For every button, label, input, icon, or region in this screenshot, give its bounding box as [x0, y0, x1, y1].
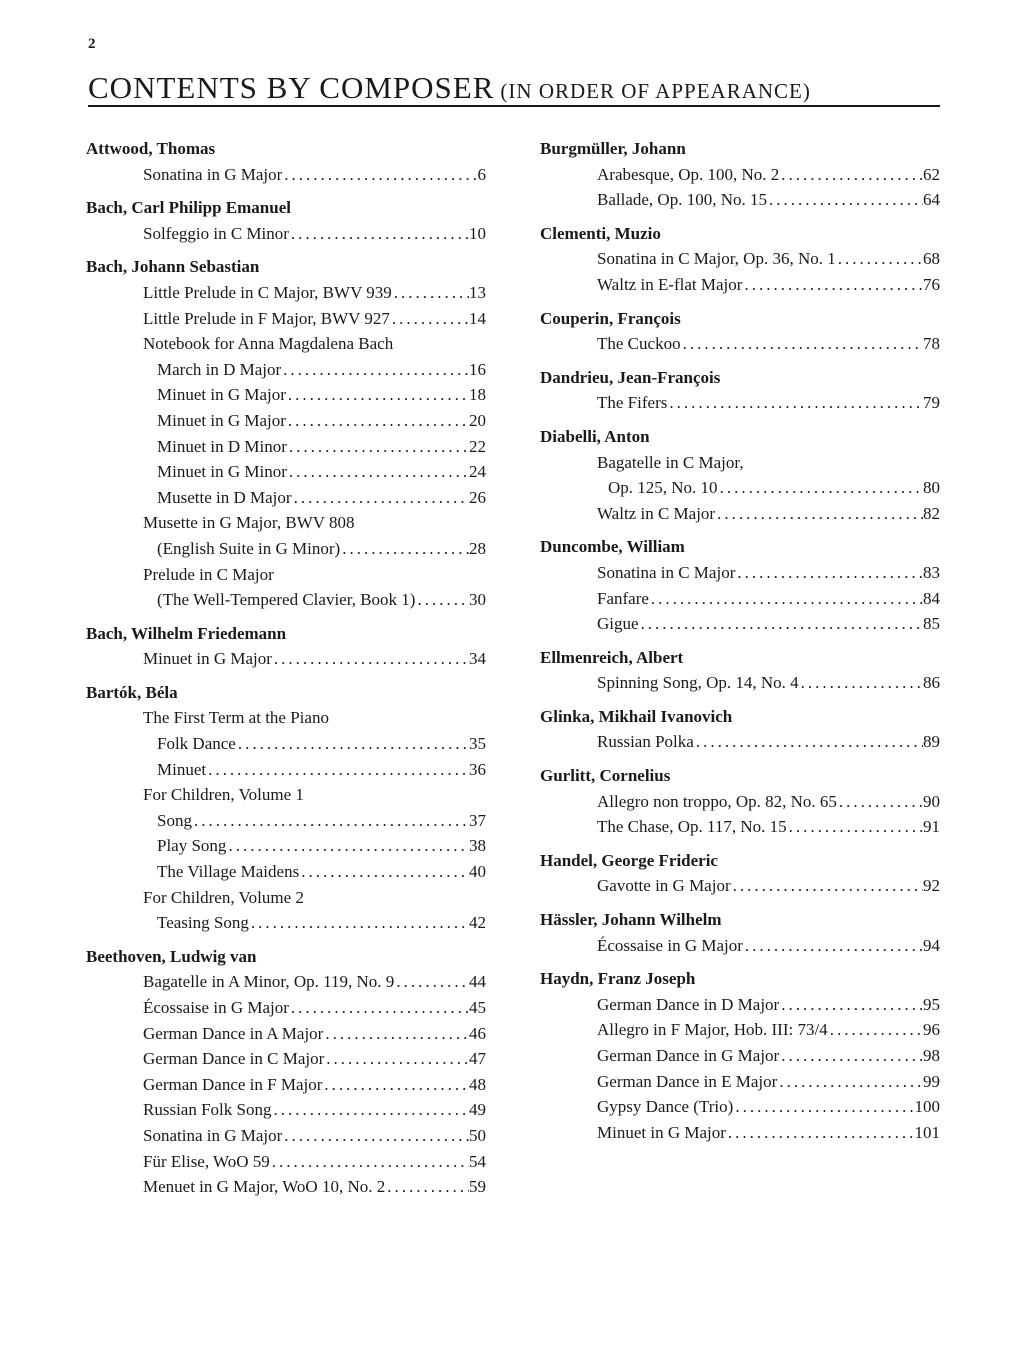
composer-group — [540, 907, 940, 958]
dot-leader — [777, 1069, 923, 1095]
toc-entry[interactable] — [540, 1120, 940, 1146]
toc-entry[interactable] — [540, 560, 940, 586]
toc-entry[interactable] — [540, 475, 940, 501]
composer-name: Handel, George Frideric — [540, 850, 718, 870]
toc-entry[interactable] — [86, 646, 486, 672]
entry-page-number: 83 — [923, 562, 940, 582]
entry-page-number: 78 — [923, 334, 940, 354]
entry-title: The Fifers — [597, 393, 668, 413]
entry-page-number: 62 — [923, 164, 940, 184]
composer-name: Attwood, Thomas — [86, 139, 216, 158]
entry-title: Arabesque, Op. 100, No. 2 — [597, 164, 780, 184]
dot-leader — [639, 611, 923, 637]
composer-group — [540, 365, 940, 416]
toc-entry[interactable] — [540, 187, 940, 213]
entry-page-number: 99 — [923, 1071, 940, 1091]
entry-page-number: 18 — [469, 385, 486, 405]
entry-title: Notebook for Anna Magdalena Bach — [143, 334, 394, 354]
toc-entry[interactable] — [540, 272, 940, 298]
entry-page-number: 44 — [469, 972, 486, 992]
entry-title: German Dance in E Major — [597, 1071, 778, 1091]
toc-entry[interactable] — [86, 1097, 486, 1123]
entry-title: Waltz in C Major — [597, 503, 716, 523]
composer-group — [86, 136, 486, 187]
dot-leader — [715, 501, 923, 527]
toc-entry[interactable] — [86, 808, 486, 834]
entry-page-number: 89 — [923, 732, 940, 752]
composer-group — [540, 966, 940, 1145]
entry-title: Minuet in G Major — [597, 1122, 726, 1142]
entry-page-number: 54 — [469, 1151, 486, 1171]
dot-leader — [340, 536, 469, 562]
toc-subheading — [86, 885, 486, 911]
toc-entry[interactable] — [540, 586, 940, 612]
dot-leader — [694, 729, 923, 755]
dot-leader — [282, 162, 477, 188]
entry-title: Für Elise, WoO 59 — [143, 1151, 270, 1171]
toc-entry[interactable] — [540, 246, 940, 272]
page-number: 2 — [88, 36, 96, 52]
composer-group — [540, 763, 940, 840]
entry-title: Waltz in E-flat Major — [597, 274, 743, 294]
composer-group — [540, 848, 940, 899]
dot-leader — [779, 992, 923, 1018]
entry-page-number: 42 — [469, 913, 486, 933]
entry-page-number: 24 — [469, 462, 486, 482]
composer-name: Gurlitt, Cornelius — [540, 766, 671, 786]
entry-title: Minuet in G Major — [157, 410, 286, 430]
entry-page-number: 96 — [923, 1020, 940, 1040]
title-subtitle: (IN ORDER OF APPEARANCE) — [500, 79, 811, 103]
dot-leader — [392, 280, 469, 306]
entry-title: Little Prelude in F Major, BWV 927 — [143, 308, 390, 328]
entry-page-number: 76 — [923, 274, 940, 294]
entry-title: Teasing Song — [157, 913, 249, 933]
composer-name: Glinka, Mikhail Ivanovich — [540, 706, 733, 726]
dot-leader — [192, 808, 469, 834]
dot-leader — [282, 1123, 469, 1149]
toc-entry[interactable] — [540, 789, 940, 815]
dot-leader — [385, 1174, 469, 1200]
composer-group — [540, 136, 940, 213]
entry-page-number: 64 — [923, 190, 940, 210]
toc-entry[interactable] — [540, 1043, 940, 1069]
composer-name: Bach, Carl Philipp Emanuel — [86, 198, 291, 218]
entry-title: Gypsy Dance (Trio) — [597, 1097, 734, 1117]
toc-entry[interactable] — [540, 1017, 940, 1043]
entry-page-number: 22 — [469, 436, 486, 456]
toc-entry[interactable] — [86, 1021, 486, 1047]
entry-title: Gavotte in G Major — [597, 876, 731, 896]
entry-page-number: 82 — [923, 503, 940, 523]
dot-leader — [394, 969, 469, 995]
toc-entry[interactable] — [540, 501, 940, 527]
dot-leader — [828, 1017, 923, 1043]
entry-title: Minuet in G Minor — [157, 462, 287, 482]
dot-leader — [270, 1149, 469, 1175]
entry-title: Bagatelle in A Minor, Op. 119, No. 9 — [143, 972, 395, 992]
dot-leader — [779, 162, 923, 188]
dot-leader — [649, 586, 923, 612]
entry-title: Gigue — [597, 614, 639, 634]
composer-group — [540, 424, 940, 526]
toc-entry[interactable] — [86, 757, 486, 783]
dot-leader — [837, 789, 923, 815]
toc-entry[interactable] — [86, 910, 486, 936]
right-column — [540, 136, 940, 1153]
toc-entry[interactable] — [540, 873, 940, 899]
dot-leader — [787, 814, 923, 840]
entry-page-number: 95 — [923, 994, 940, 1014]
entry-page-number: 37 — [469, 810, 486, 830]
composer-name: Beethoven, Ludwig van — [86, 946, 257, 966]
dot-leader — [287, 434, 469, 460]
entry-title: Solfeggio in C Minor — [143, 223, 289, 243]
entry-page-number: 101 — [914, 1122, 940, 1142]
entry-title: Écossaise in G Major — [597, 935, 743, 955]
dot-leader — [281, 357, 469, 383]
composer-group — [540, 704, 940, 755]
dot-leader — [236, 731, 469, 757]
composer-group — [86, 254, 486, 612]
entry-title: Bagatelle in C Major, — [597, 452, 744, 472]
composer-name: Burgmüller, Johann — [540, 139, 686, 158]
entry-title: German Dance in G Major — [597, 1046, 780, 1065]
dot-leader — [390, 306, 469, 332]
toc-entry[interactable] — [540, 331, 940, 357]
dot-leader — [733, 1094, 914, 1120]
entry-title: Menuet in G Major, WoO 10, No. 2 — [143, 1177, 386, 1197]
entry-page-number: 59 — [469, 1177, 486, 1197]
entry-page-number: 40 — [469, 862, 486, 882]
toc-entry[interactable] — [86, 434, 486, 460]
entry-title: Fanfare — [597, 588, 649, 608]
toc-subheading — [86, 705, 486, 731]
entry-page-number: 36 — [469, 759, 486, 779]
entry-page-number: 80 — [923, 478, 940, 498]
toc-entry[interactable] — [540, 1069, 940, 1095]
toc-subheading — [86, 510, 486, 536]
composer-name: Bach, Wilhelm Friedemann — [86, 623, 287, 643]
composer-group — [86, 680, 486, 936]
entry-page-number: 6 — [477, 164, 486, 184]
dot-leader — [271, 1097, 469, 1123]
entry-page-number: 49 — [469, 1100, 486, 1120]
composer-name: Clementi, Muzio — [540, 223, 661, 243]
entry-page-number: 46 — [469, 1023, 486, 1043]
toc-entry[interactable] — [86, 731, 486, 757]
entry-page-number: 26 — [469, 487, 486, 507]
entry-page-number: 100 — [914, 1097, 940, 1117]
entry-title: Ballade, Op. 100, No. 15 — [597, 190, 767, 210]
composer-group — [540, 534, 940, 636]
entry-title: Minuet in D Minor — [157, 436, 287, 456]
dot-leader — [743, 933, 923, 959]
entry-page-number: 20 — [469, 410, 486, 430]
toc-entry[interactable] — [86, 408, 486, 434]
entry-title: Russian Polka — [597, 732, 694, 752]
entry-title: Allegro in F Major, Hob. III: 73/4 — [597, 1020, 828, 1040]
toc-entry[interactable] — [86, 357, 486, 383]
dot-leader — [667, 390, 923, 416]
entry-page-number: 86 — [923, 673, 940, 693]
toc-entry[interactable] — [540, 814, 940, 840]
toc-entry[interactable] — [86, 280, 486, 306]
dot-leader — [742, 272, 923, 298]
toc-entry[interactable] — [86, 859, 486, 885]
toc-entry[interactable] — [540, 1094, 940, 1120]
page-title — [88, 72, 940, 103]
dot-leader — [767, 187, 923, 213]
toc-subheading — [86, 331, 486, 357]
entry-title: Sonatina in C Major, Op. 36, No. 1 — [597, 249, 836, 269]
entry-page-number: 30 — [469, 590, 486, 610]
entry-title: Prelude in C Major — [143, 564, 274, 584]
toc-entry[interactable] — [86, 1046, 486, 1072]
entry-title: Écossaise in G Major — [143, 998, 289, 1017]
entry-page-number: 10 — [469, 223, 486, 243]
entry-title: Russian Folk Song — [143, 1100, 272, 1120]
entry-title: German Dance in D Major — [597, 994, 780, 1014]
toc-entry[interactable] — [540, 933, 940, 959]
toc-entry[interactable] — [86, 1072, 486, 1098]
entry-title: Musette in G Major, BWV 808 — [143, 513, 355, 533]
toc-entry[interactable] — [86, 995, 486, 1021]
composer-group — [86, 621, 486, 672]
entry-title: Sonatina in G Major — [143, 1125, 283, 1145]
entry-page-number: 16 — [469, 359, 486, 379]
dot-leader — [249, 910, 469, 936]
composer-name: Couperin, François — [540, 308, 681, 328]
entry-title: German Dance in A Major — [143, 1023, 324, 1043]
dot-leader — [322, 1072, 469, 1098]
dot-leader — [726, 1120, 915, 1146]
entry-page-number: 38 — [469, 836, 486, 856]
composer-name: Diabelli, Anton — [540, 426, 650, 446]
entry-page-number: 84 — [923, 588, 940, 608]
composer-name: Dandrieu, Jean-François — [540, 367, 721, 387]
toc-entry[interactable] — [86, 459, 486, 485]
dot-leader — [287, 459, 469, 485]
dot-leader — [226, 833, 469, 859]
entry-page-number: 34 — [469, 649, 486, 669]
entry-page-number: 14 — [469, 308, 486, 328]
dot-leader — [324, 1046, 469, 1072]
toc-entry[interactable] — [86, 162, 486, 188]
toc-entry[interactable] — [86, 306, 486, 332]
entry-title: Little Prelude in C Major, BWV 939 — [143, 282, 392, 302]
entry-page-number: 85 — [923, 614, 940, 634]
entry-title: (The Well-Tempered Clavier, Book 1) — [157, 590, 416, 610]
entry-title: Minuet — [157, 759, 207, 779]
toc-entry[interactable] — [86, 1174, 486, 1200]
toc-entry[interactable] — [86, 536, 486, 562]
composer-name: Haydn, Franz Joseph — [540, 969, 696, 989]
entry-page-number: 68 — [923, 249, 940, 269]
toc-entry[interactable] — [540, 729, 940, 755]
toc-entry[interactable] — [86, 485, 486, 511]
entry-page-number: 79 — [923, 393, 940, 413]
toc-entry[interactable] — [86, 833, 486, 859]
title-rule — [88, 105, 940, 107]
toc-entry[interactable] — [86, 1149, 486, 1175]
entry-title: German Dance in C Major — [143, 1049, 325, 1069]
entry-page-number: 50 — [469, 1125, 486, 1145]
entry-title: German Dance in F Major — [143, 1074, 323, 1094]
toc-entry[interactable] — [540, 992, 940, 1018]
entry-title: The Cuckoo — [597, 334, 681, 354]
toc-entry[interactable] — [540, 611, 940, 637]
dot-leader — [292, 485, 469, 511]
entry-title: Play Song — [157, 836, 227, 856]
entry-page-number: 90 — [923, 791, 940, 811]
entry-title: Spinning Song, Op. 14, No. 4 — [597, 673, 799, 693]
entry-page-number: 91 — [923, 817, 940, 837]
composer-name: Ellmenreich, Albert — [540, 647, 684, 667]
composer-group — [86, 944, 486, 1200]
entry-page-number: 48 — [469, 1074, 486, 1094]
entry-page-number: 28 — [469, 538, 486, 558]
entry-title: The First Term at the Piano — [143, 708, 329, 728]
entry-title: (English Suite in G Minor) — [157, 538, 341, 558]
dot-leader — [779, 1043, 923, 1069]
dot-leader — [735, 560, 923, 586]
composer-name: Bartók, Béla — [86, 682, 178, 702]
toc-entry[interactable] — [540, 390, 940, 416]
entry-title: Minuet in G Major — [157, 385, 286, 405]
entry-page-number: 35 — [469, 734, 486, 754]
title-main: CONTENTS BY COMPOSER — [88, 70, 495, 105]
dot-leader — [289, 221, 469, 247]
dot-leader — [836, 246, 923, 272]
entry-page-number: 94 — [923, 935, 940, 955]
composer-group — [540, 221, 940, 298]
entry-title: Allegro non troppo, Op. 82, No. 65 — [597, 791, 837, 811]
dot-leader — [272, 646, 469, 672]
dot-leader — [415, 587, 469, 613]
entry-title: March in D Major — [157, 359, 282, 379]
entry-title: Sonatina in G Major — [143, 164, 283, 184]
toc-entry[interactable] — [86, 587, 486, 613]
entry-page-number: 92 — [923, 876, 940, 896]
entry-page-number: 47 — [469, 1049, 486, 1069]
composer-group — [86, 195, 486, 246]
dot-leader — [731, 873, 923, 899]
toc-entry[interactable] — [540, 670, 940, 696]
dot-leader — [323, 1021, 469, 1047]
dot-leader — [286, 382, 469, 408]
dot-leader — [299, 859, 469, 885]
entry-title: For Children, Volume 1 — [143, 785, 304, 805]
toc-entry[interactable] — [86, 382, 486, 408]
entry-title: Folk Dance — [157, 734, 236, 754]
toc-entry[interactable] — [540, 162, 940, 188]
dot-leader — [799, 670, 923, 696]
composer-name: Hässler, Johann Wilhelm — [540, 910, 722, 930]
composer-name: Bach, Johann Sebastian — [86, 257, 260, 277]
entry-title: The Village Maidens — [157, 862, 300, 882]
entry-page-number: 13 — [469, 282, 486, 302]
toc-subheading — [86, 782, 486, 808]
entry-title: Minuet in G Major — [143, 649, 272, 669]
toc-entry[interactable] — [86, 969, 486, 995]
dot-leader — [718, 475, 923, 501]
composer-name: Duncombe, William — [540, 537, 685, 557]
toc-entry[interactable] — [86, 1123, 486, 1149]
toc-entry[interactable] — [86, 221, 486, 247]
toc-subheading — [86, 562, 486, 588]
entry-title: Musette in D Major — [157, 487, 292, 507]
entry-page-number: 98 — [923, 1046, 940, 1065]
dot-leader — [681, 331, 923, 357]
composer-group — [540, 306, 940, 357]
dot-leader — [206, 757, 469, 783]
left-column — [86, 136, 486, 1208]
entry-title: Song — [157, 810, 192, 830]
entry-title: The Chase, Op. 117, No. 15 — [597, 817, 787, 837]
entry-title: Sonatina in C Major — [597, 562, 736, 582]
entry-page-number: 45 — [469, 998, 486, 1017]
dot-leader — [286, 408, 469, 434]
entry-title: For Children, Volume 2 — [143, 887, 304, 907]
dot-leader — [289, 995, 469, 1021]
toc-subheading — [540, 450, 940, 476]
composer-group — [540, 645, 940, 696]
entry-title: Op. 125, No. 10 — [608, 478, 718, 498]
